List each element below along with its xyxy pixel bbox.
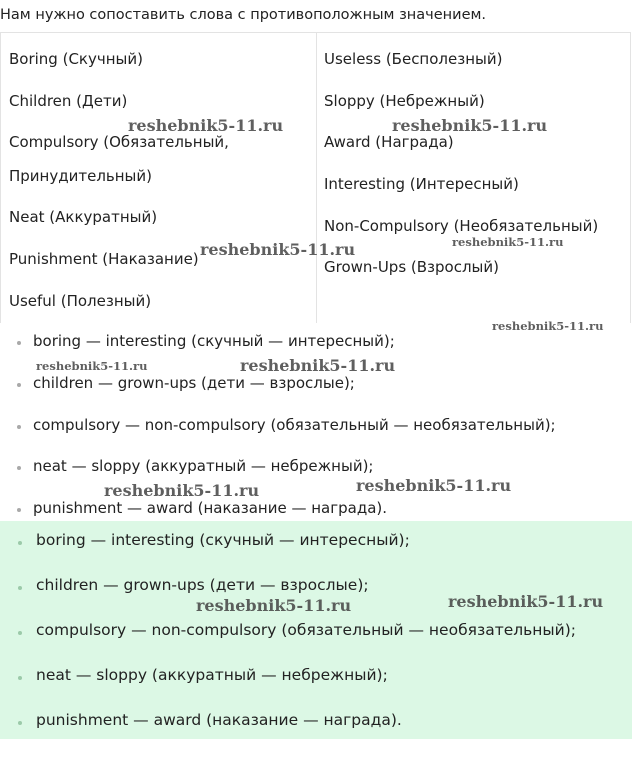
table-cell-left-boring: Boring (Скучный) [9, 50, 143, 68]
answer-list [0, 521, 632, 739]
list-item: neat — sloppy (аккуратный — небрежный); [36, 666, 388, 684]
list-item: children — grown-ups (дети — взрослые); [33, 374, 355, 392]
watermark: reshebnik5-11.ru [392, 116, 548, 135]
list-item: neat — sloppy (аккуратный — небрежный); [33, 457, 374, 475]
table-cell-right-award: Award (Награда) [324, 133, 454, 151]
watermark: reshebnik5-11.ru [196, 596, 352, 615]
watermark: reshebnik5-11.ru [356, 476, 512, 495]
table-cell-right-non-compulsory: Non-Compulsory (Необязательный) [324, 217, 599, 235]
bullet-icon [17, 466, 21, 470]
bullet-icon [17, 425, 21, 429]
table-cell-right-sloppy: Sloppy (Небрежный) [324, 92, 485, 110]
watermark: reshebnik5-11.ru [452, 235, 564, 249]
bullet-icon [17, 341, 21, 345]
watermark: reshebnik5-11.ru [240, 356, 396, 375]
list-item: compulsory — non-compulsory (обязательный — необязательный); [36, 621, 577, 639]
bullet-icon [18, 541, 22, 545]
table-cell-left-compulsory: Compulsory (Обязательный, [9, 133, 229, 151]
watermark: reshebnik5-11.ru [200, 240, 356, 259]
table-cell-right-interesting: Interesting (Интересный) [324, 175, 519, 193]
bullet-icon [17, 508, 21, 512]
table-cell-left-compulsory-cont: Принудительный) [9, 167, 152, 185]
watermark: reshebnik5-11.ru [36, 359, 148, 373]
bullet-icon [18, 676, 22, 680]
table-cell-right-useless: Useless (Бесполезный) [324, 50, 503, 68]
bullet-icon [18, 586, 22, 590]
task-intro: Нам нужно сопоставить слова с противоположным значением. [0, 7, 487, 23]
list-item: children — grown-ups (дети — взрослые); [36, 576, 369, 594]
word-table [0, 32, 631, 323]
list-item: punishment — award (наказание — награда). [33, 499, 388, 517]
list-item: boring — interesting (скучный — интересный); [33, 332, 395, 350]
table-cell-left-neat: Neat (Аккуратный) [9, 208, 158, 226]
watermark: reshebnik5-11.ru [492, 319, 604, 333]
table-cell-left-useful: Useful (Полезный) [9, 292, 152, 310]
pairs-list [0, 323, 632, 521]
watermark: reshebnik5-11.ru [104, 481, 260, 500]
bullet-icon [18, 631, 22, 635]
watermark: reshebnik5-11.ru [448, 592, 604, 611]
bullet-icon [18, 721, 22, 725]
table-cell-right-grown-ups: Grown-Ups (Взрослый) [324, 258, 500, 276]
list-item: boring — interesting (скучный — интересный); [36, 531, 410, 549]
table-divider [316, 33, 317, 324]
table-cell-left-children: Children (Дети) [9, 92, 128, 110]
table-cell-left-punishment: Punishment (Наказание) [9, 250, 199, 268]
bullet-icon [17, 383, 21, 387]
list-item: punishment — award (наказание — награда). [36, 711, 402, 729]
watermark: reshebnik5-11.ru [128, 116, 284, 135]
list-item: compulsory — non-compulsory (обязательный — необязательный); [33, 416, 556, 434]
